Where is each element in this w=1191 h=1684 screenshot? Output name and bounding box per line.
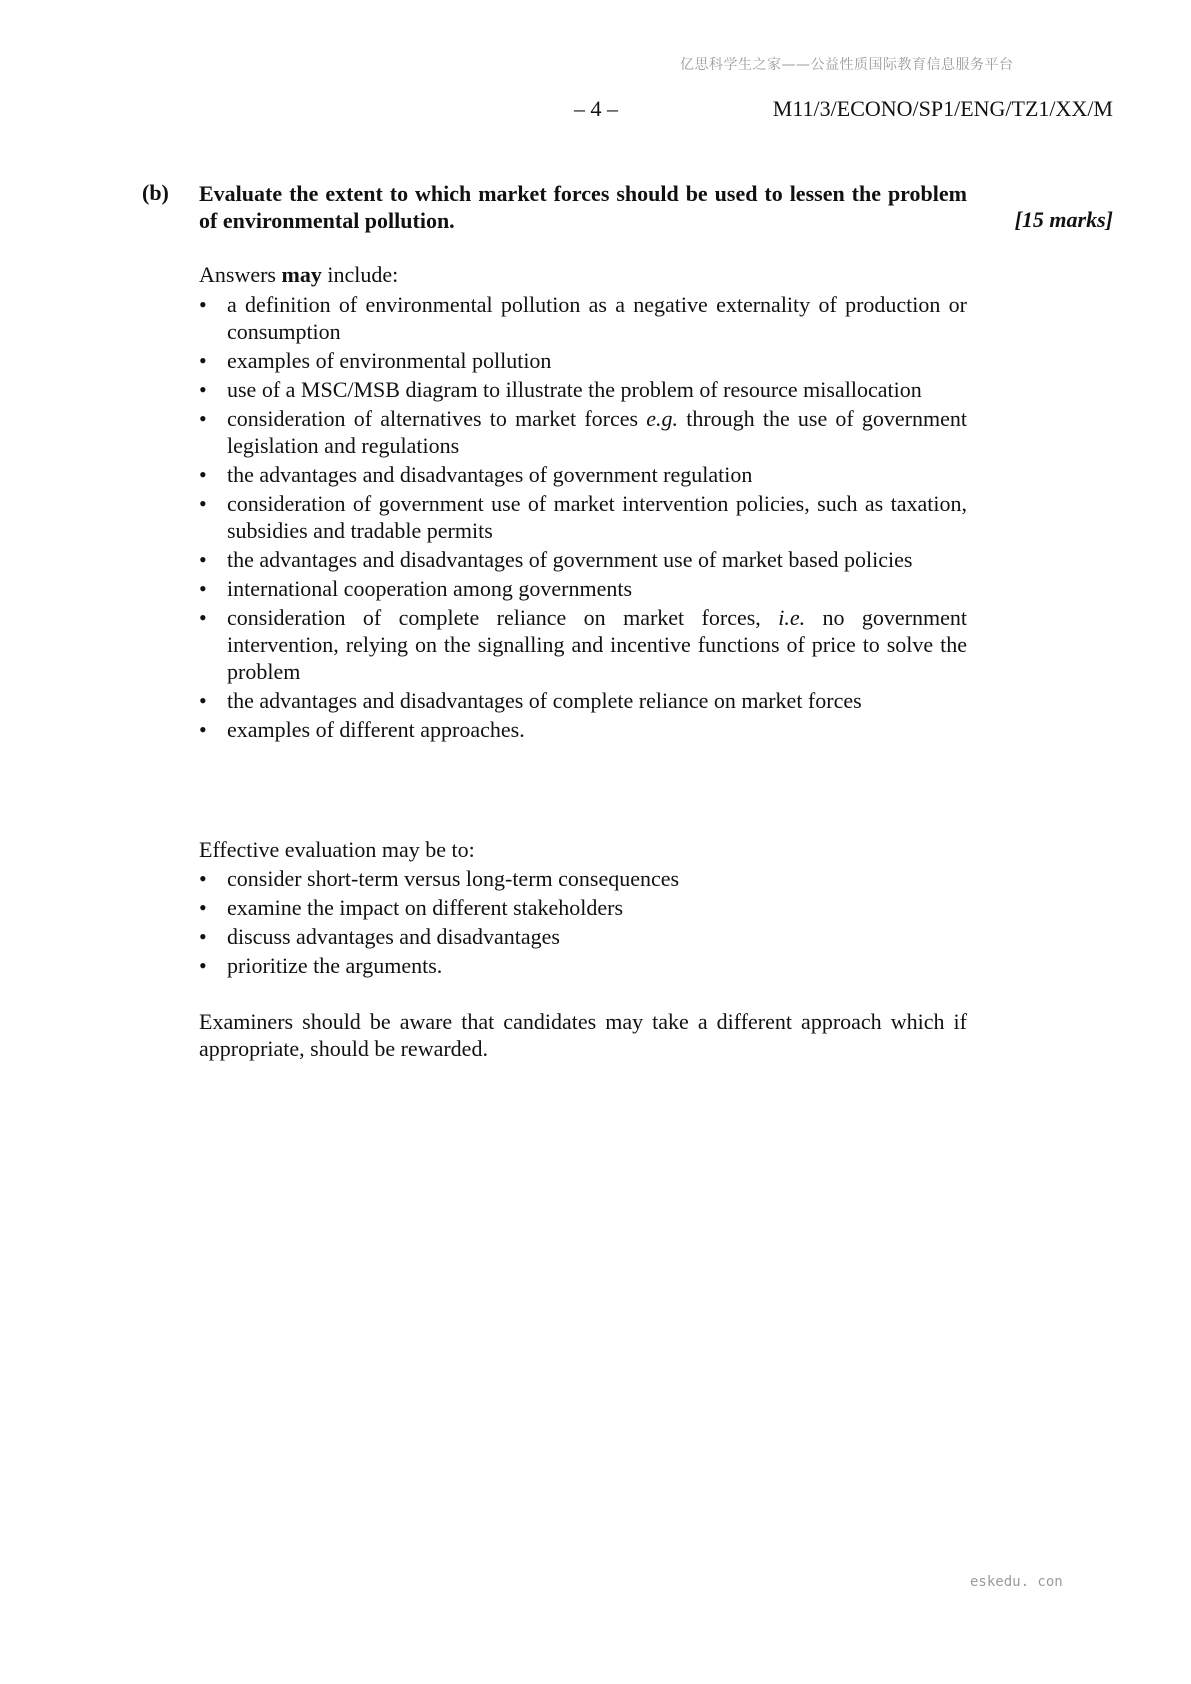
closing-note: Examiners should be aware that candidates may take a different approach which if appropriate, should be rewarded. [199,1009,967,1061]
list-item: • examples of different approaches. [199,716,967,743]
list-item: • consideration of alternatives to market forces e.g. through the use of government legislation and regulations [199,405,967,459]
list-item: • use of a MSC/MSB diagram to illustrate the problem of resource misallocation [199,376,967,403]
footer-watermark: eskedu. con [970,1574,1063,1590]
list-item: • a definition of environmental pollution as a negative externality of production or consumption [199,291,967,345]
list-item: • international cooperation among governments [199,575,967,602]
list-item: • the advantages and disadvantages of government regulation [199,461,967,488]
page-number: – 4 – [574,96,618,121]
list-item: • prioritize the arguments. [199,952,967,979]
answers-intro: Answers may include: [199,262,399,287]
question-text: Evaluate the extent to which market forces should be used to lessen the problem of environmental pollution. [199,181,967,233]
question-label: (b) [142,180,169,205]
list-item: • discuss advantages and disadvantages [199,923,967,950]
evaluation-intro: Effective evaluation may be to: [199,837,475,862]
header-watermark: 亿思科学生之家——公益性质国际教育信息服务平台 [680,57,1014,73]
question-marks: [15 marks] [1014,207,1113,232]
list-item: • consideration of government use of market intervention policies, such as taxation, subsidies and tradable permits [199,490,967,544]
evaluation-list [199,865,967,981]
document-code: M11/3/ECONO/SP1/ENG/TZ1/XX/M [772,96,1113,121]
list-item: • examples of environmental pollution [199,347,967,374]
list-item: • consideration of complete reliance on market forces, i.e. no government intervention, relying on the signalling and incentive functions of price to solve the problem [199,604,967,685]
list-item: • examine the impact on different stakeholders [199,894,967,921]
answers-list [199,291,967,745]
list-item: • consider short-term versus long-term consequences [199,865,967,892]
list-item: • the advantages and disadvantages of complete reliance on market forces [199,687,967,714]
list-item: • the advantages and disadvantages of government use of market based policies [199,546,967,573]
